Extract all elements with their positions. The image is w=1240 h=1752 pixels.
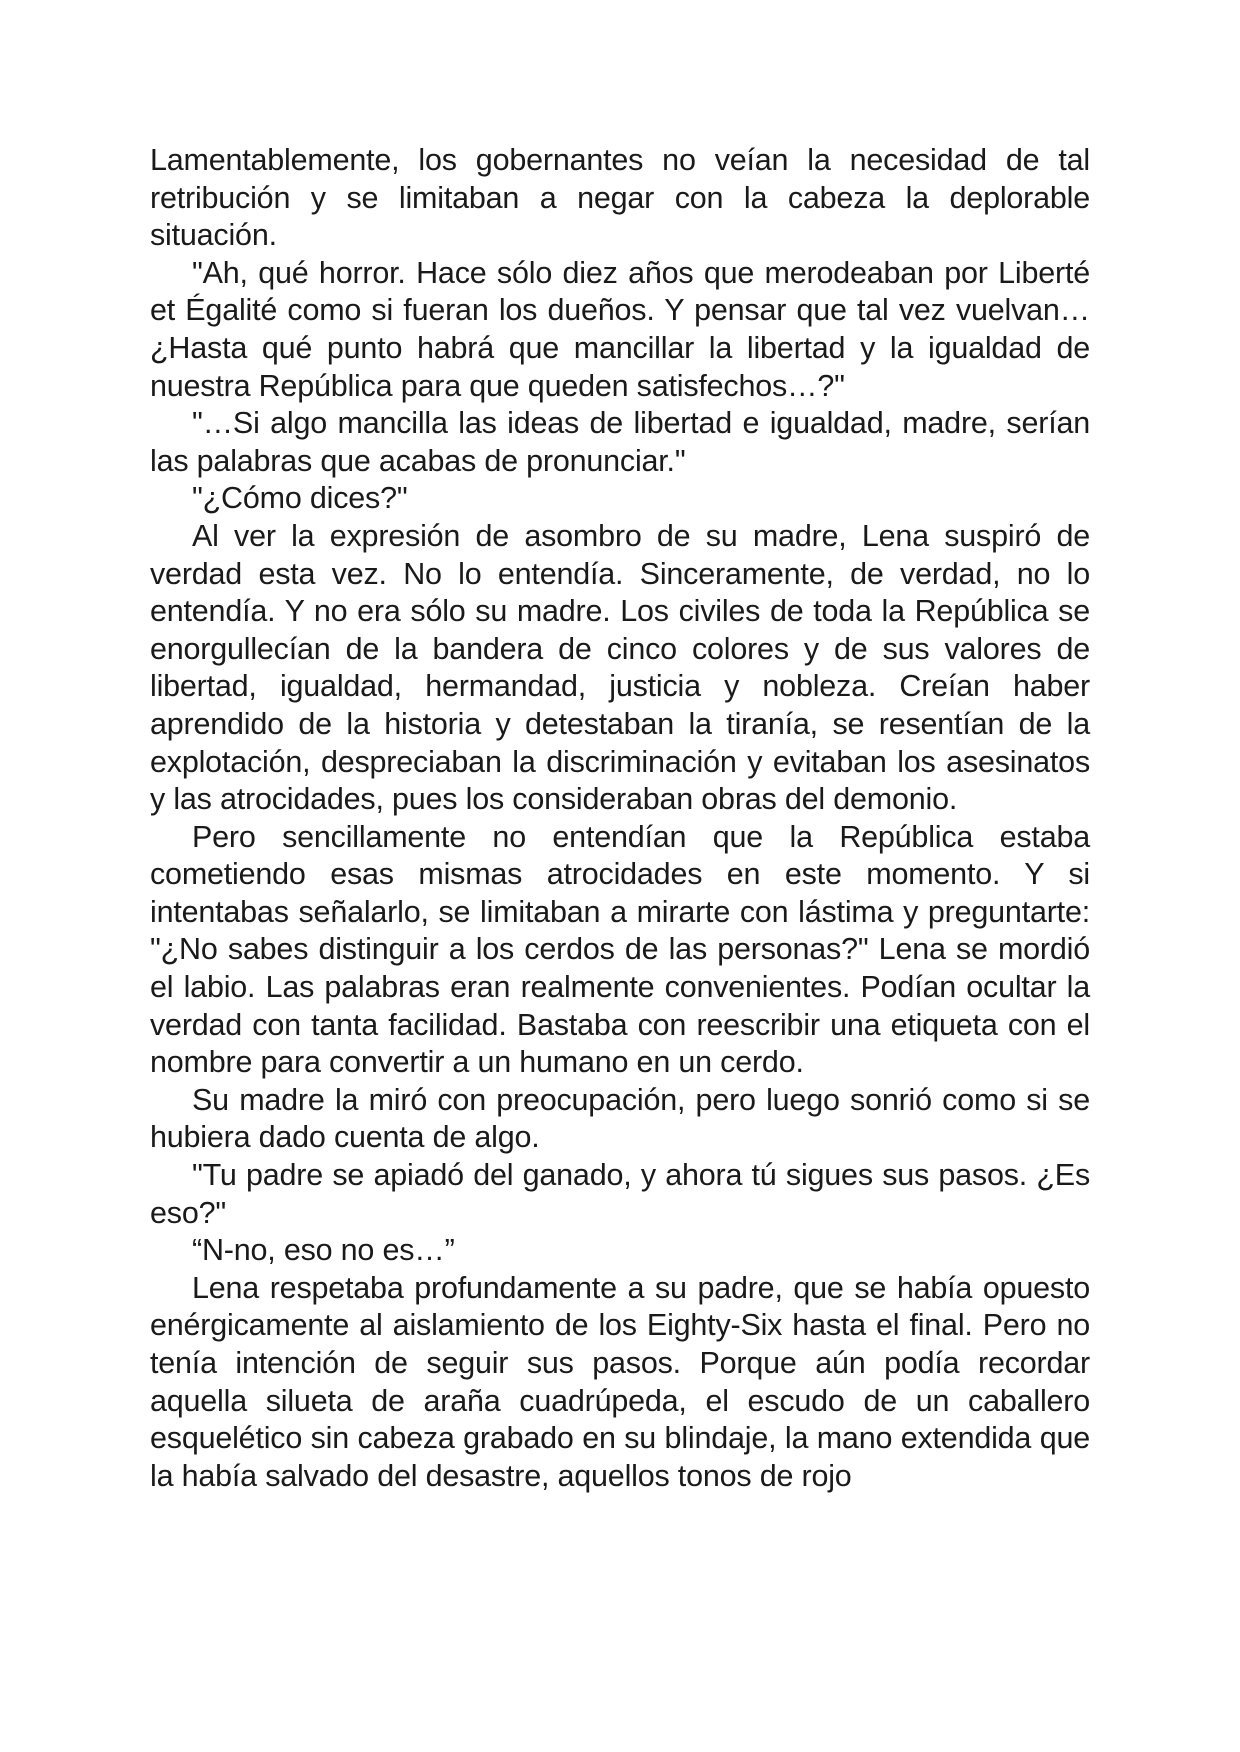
paragraph-5: Al ver la expresión de asombro de su madre, Lena suspiró de verdad esta vez. No lo entendía. Sinceramente, de verdad, no lo entendía. Y no era sólo su madre. Los civiles de toda la República se enorgullecían de la bandera de cinco colores y de sus valores de libertad, igualdad, hermandad, justicia y nobleza. Creían haber aprendido de la historia y detestaban la tiranía, se resentían de la explotación, despreciaban la discriminación y evitaban los asesinatos y las atrocidades, pues los consideraban obras del demonio. (150, 518, 1090, 817)
paragraph-4: "¿Cómo dices?" (192, 481, 408, 516)
paragraph-1: Lamentablemente, los gobernantes no veían la necesidad de tal retribución y se limitaban a negar con la cabeza la deplorable situación. (150, 143, 1090, 253)
paragraph-8: "Tu padre se apiadó del ganado, y ahora tú sigues sus pasos. ¿Es eso?" (150, 1158, 1090, 1230)
page-text (150, 142, 1090, 1495)
paragraph-10: Lena respetaba profundamente a su padre, que se había opuesto enérgicamente al aislamiento de los Eighty-Six hasta el final. Pero no tenía intención de seguir sus pasos. Porque aún podía recordar aquella silueta de araña cuadrúpeda, el escudo de un caballero esquelético sin cabeza grabado en su blindaje, la mano extendida que la había salvado del desastre, aquellos tonos de rojo (150, 1270, 1090, 1493)
paragraph-9: “N-no, eso no es…” (192, 1233, 455, 1268)
paragraph-6: Pero sencillamente no entendían que la República estaba cometiendo esas mismas atrocidades en este momento. Y si intentabas señalarlo, se limitaban a mirarte con lástima y preguntarte: "¿No sabes distinguir a los cerdos de las personas?" Lena se mordió el labio. Las palabras eran realmente convenientes. Podían ocultar la verdad con tanta facilidad. Bastaba con reescribir una etiqueta con el nombre para convertir a un humano en un cerdo. (150, 819, 1090, 1080)
paragraph-2: "Ah, qué horror. Hace sólo diez años que merodeaban por Liberté et Égalité como si fueran los dueños. Y pensar que tal vez vuelvan… ¿Hasta qué punto habrá que mancillar la libertad y la igualdad de nuestra República para que queden satisfechos…?" (150, 255, 1090, 403)
paragraph-7: Su madre la miró con preocupación, pero luego sonrió como si se hubiera dado cuenta de algo. (150, 1082, 1090, 1155)
paragraph-3: "…Si algo mancilla las ideas de libertad e igualdad, madre, serían las palabras que acabas de pronunciar." (150, 406, 1090, 478)
